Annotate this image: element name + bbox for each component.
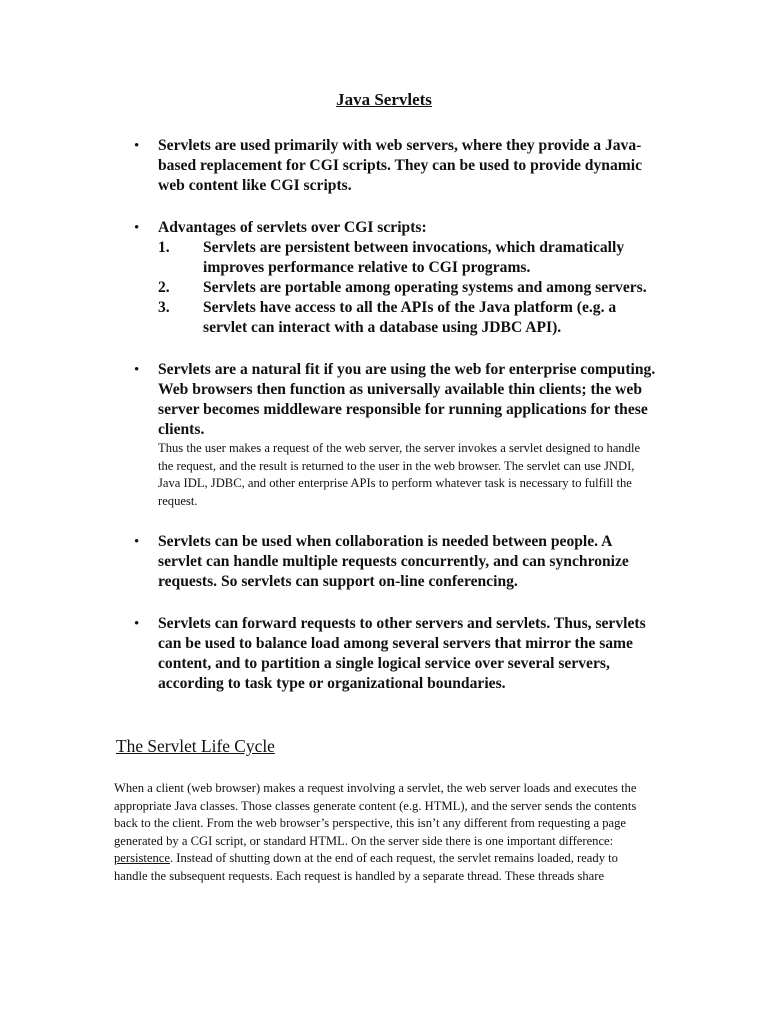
numbered-item <box>158 298 658 338</box>
bullet-item <box>158 218 658 338</box>
bullet-item <box>158 532 658 592</box>
numbered-item <box>158 238 658 278</box>
paragraph-text: When a client (web browser) makes a request involving a servlet, the web server loads and executes the appropriate Java classes. Those classes generate content (e.g. HTML), and the server sends the contents back to the client. From the web browser’s perspective, this isn’t any different from requesting a page generated by a CGI script, or standard HTML. On the server side there is one important difference: <box>114 781 637 848</box>
numbered-item <box>158 278 658 298</box>
bullet-item <box>158 614 658 694</box>
paragraph-text: . Instead of shutting down at the end of each request, the servlet remains loaded, ready to handle the subsequent requests. Each request is handled by a separate thread. These threads share <box>114 851 618 883</box>
item-number: 2. <box>158 279 170 296</box>
item-number: 1. <box>158 239 170 256</box>
bullet-text: Servlets are a natural fit if you are using the web for enterprise computing. Web browsers then function as universally available thin clients; the web server becomes middleware responsible for running applications for these clients. <box>158 361 656 438</box>
section-heading: The Servlet Life Cycle <box>116 736 275 756</box>
bullet-item <box>158 136 658 196</box>
bullet-text: Advantages of servlets over CGI scripts: <box>158 219 427 236</box>
item-text: Servlets are persistent between invocations, which dramatically improves performance relative to CGI programs. <box>203 239 625 276</box>
bullet-note: Thus the user makes a request of the web server, the server invokes a servlet designed to handle the request, and the result is returned to the user in the web browser. The servlet can use JNDI, Java IDL, JDBC, and other enterprise APIs to perform whatever task is necessary to fulfill the request. <box>158 441 641 508</box>
bullet-text: Servlets are used primarily with web servers, where they provide a Java-based replacement for CGI scripts. They can be used to provide dynamic web content like CGI scripts. <box>158 137 642 194</box>
item-text: Servlets have access to all the APIs of the Java platform (e.g. a servlet can interact with a database using JDBC API). <box>203 299 617 336</box>
item-text: Servlets are portable among operating systems and among servers. <box>203 279 647 296</box>
advantages-list <box>158 238 658 338</box>
bullet-text: Servlets can forward requests to other servers and servlets. Thus, servlets can be used to balance load among several servers that mirror the same content, and to partition a single logical service over several servers, according to task type or organizational boundaries. <box>158 615 646 692</box>
item-number: 3. <box>158 299 170 316</box>
bullet-item <box>158 360 658 510</box>
bullet-list <box>0 136 768 694</box>
underlined-term: persistence <box>114 851 170 865</box>
section-paragraph <box>114 780 644 885</box>
bullet-text: Servlets can be used when collaboration is needed between people. A servlet can handle multiple requests concurrently, and can synchronize requests. So servlets can support on-line conferencing. <box>158 533 629 590</box>
page-title: Java Servlets <box>336 90 432 109</box>
